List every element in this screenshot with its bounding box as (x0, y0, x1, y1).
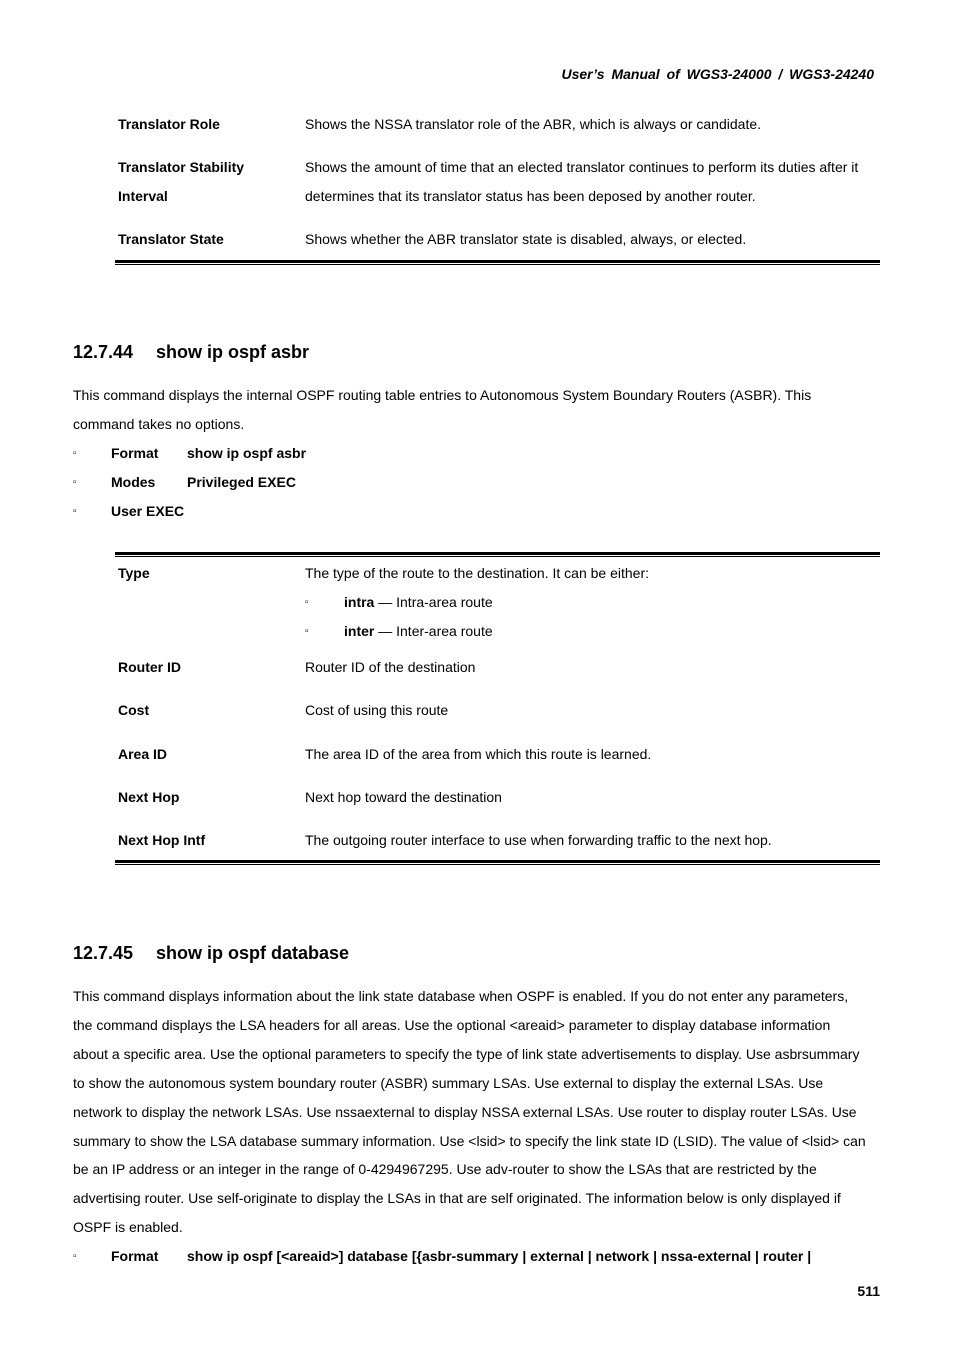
format-label: Format (111, 445, 159, 461)
table2-desc-next-hop-intf: The outgoing router interface to use when forwarding traffic to the next hop. (305, 832, 772, 848)
section-44-paragraph-line1: This command displays the internal OSPF routing table entries to Autonomous System Boundary Routers (ASBR). This (73, 387, 812, 403)
type-option-inter (344, 623, 493, 639)
section-45-title: show ip ospf database (156, 943, 350, 963)
table2-desc-type: The type of the route to the destination. It can be either: (305, 565, 649, 581)
section-45-paragraph-line1: This command displays information about the link state database when OSPF is enabled. If you do not enter any parameters, (73, 988, 849, 1004)
table2-top-rule (115, 552, 880, 557)
table2-desc-next-hop: Next hop toward the destination (305, 789, 502, 805)
table1-desc-stability-line1: Shows the amount of time that an elected translator continues to perform its duties after it (305, 159, 859, 175)
bullet-icon: ▫ (73, 448, 77, 459)
section-44-heading (73, 342, 309, 363)
section-45-number: 12.7.45 (73, 943, 134, 963)
modes-label: Modes (111, 474, 156, 490)
table1-term-stability-line2: Interval (118, 188, 168, 204)
table2-desc-area-id: The area ID of the area from which this route is learned. (305, 746, 652, 762)
type-option-inter-keyword: inter (344, 623, 375, 639)
section-45-paragraph-line8: advertising router. Use self-originate to display the LSAs in that are self originated. The information below is only displayed if (73, 1190, 841, 1206)
db-format-label: Format (111, 1248, 159, 1264)
type-option-inter-text: — Inter-area route (374, 623, 493, 639)
mode-extra: User EXEC (111, 503, 185, 519)
running-header: User’s Manual of WGS3-24000 / WGS3-24240 (561, 66, 874, 82)
bullet-icon: ▫ (73, 1251, 77, 1262)
table2-term-area-id: Area ID (118, 746, 168, 762)
section-45-paragraph-line5: network to display the network LSAs. Use nssaexternal to display NSSA external LSAs. Use router to display router LSAs. Use (73, 1104, 857, 1120)
table2-term-type: Type (118, 565, 150, 581)
section-44-number: 12.7.44 (73, 342, 134, 362)
section-45-paragraph-line9: OSPF is enabled. (73, 1219, 183, 1235)
table2-term-cost: Cost (118, 702, 150, 718)
table1-term-stability-line1: Translator Stability (118, 159, 245, 175)
type-option-intra-keyword: intra (344, 594, 375, 610)
table1-bottom-rule (115, 260, 880, 265)
section-45-paragraph-line6: summary to show the LSA database summary information. Use <lsid> to specify the link state ID (LSID). The value of <lsid> can (73, 1133, 866, 1149)
type-option-intra-text: — Intra-area route (374, 594, 493, 610)
table1-desc-translator-role: Shows the NSSA translator role of the ABR, which is always or candidate. (305, 116, 762, 132)
table2-term-next-hop: Next Hop (118, 789, 180, 805)
table2-desc-router-id: Router ID of the destination (305, 659, 476, 675)
section-45-paragraph-line4: to show the autonomous system boundary router (ASBR) summary LSAs. Use external to display the external LSAs. Use (73, 1075, 824, 1091)
bullet-icon: ▫ (73, 477, 77, 488)
table1-desc-translator-state: Shows whether the ABR translator state is disabled, always, or elected. (305, 231, 747, 247)
page-number: 511 (857, 1283, 880, 1299)
section-45-heading (73, 943, 349, 964)
type-option-intra (344, 594, 493, 610)
table2-term-router-id: Router ID (118, 659, 181, 675)
modes-value: Privileged EXEC (187, 474, 296, 490)
section-44-title: show ip ospf asbr (156, 342, 310, 362)
bullet-icon: ▫ (73, 506, 77, 517)
format-value: show ip ospf asbr (187, 445, 307, 461)
section-45-paragraph-line2: the command displays the LSA headers for all areas. Use the optional <areaid> parameter to display database information (73, 1017, 831, 1033)
section-44-paragraph-line2: command takes no options. (73, 416, 245, 432)
bullet-icon: ▫ (305, 597, 309, 608)
section-45-paragraph-line3: about a specific area. Use the optional parameters to specify the type of link state advertisements to display. Use asbrsummary (73, 1046, 860, 1062)
table2-desc-cost: Cost of using this route (305, 702, 449, 718)
db-format-value: show ip ospf [<areaid>] database [{asbr-summary | external | network | nssa-external | router | (187, 1248, 812, 1264)
table1-desc-stability-line2: determines that its translator status has been deposed by another router. (305, 188, 756, 204)
table1-term-translator-state: Translator State (118, 231, 224, 247)
table2-bottom-rule (115, 860, 880, 865)
bullet-icon: ▫ (305, 626, 309, 637)
table1-term-translator-role: Translator Role (118, 116, 220, 132)
table2-term-next-hop-intf: Next Hop Intf (118, 832, 206, 848)
section-45-paragraph-line7: be an IP address or an integer in the range of 0-4294967295. Use adv-router to show the LSAs that are restricted by the (73, 1161, 817, 1177)
